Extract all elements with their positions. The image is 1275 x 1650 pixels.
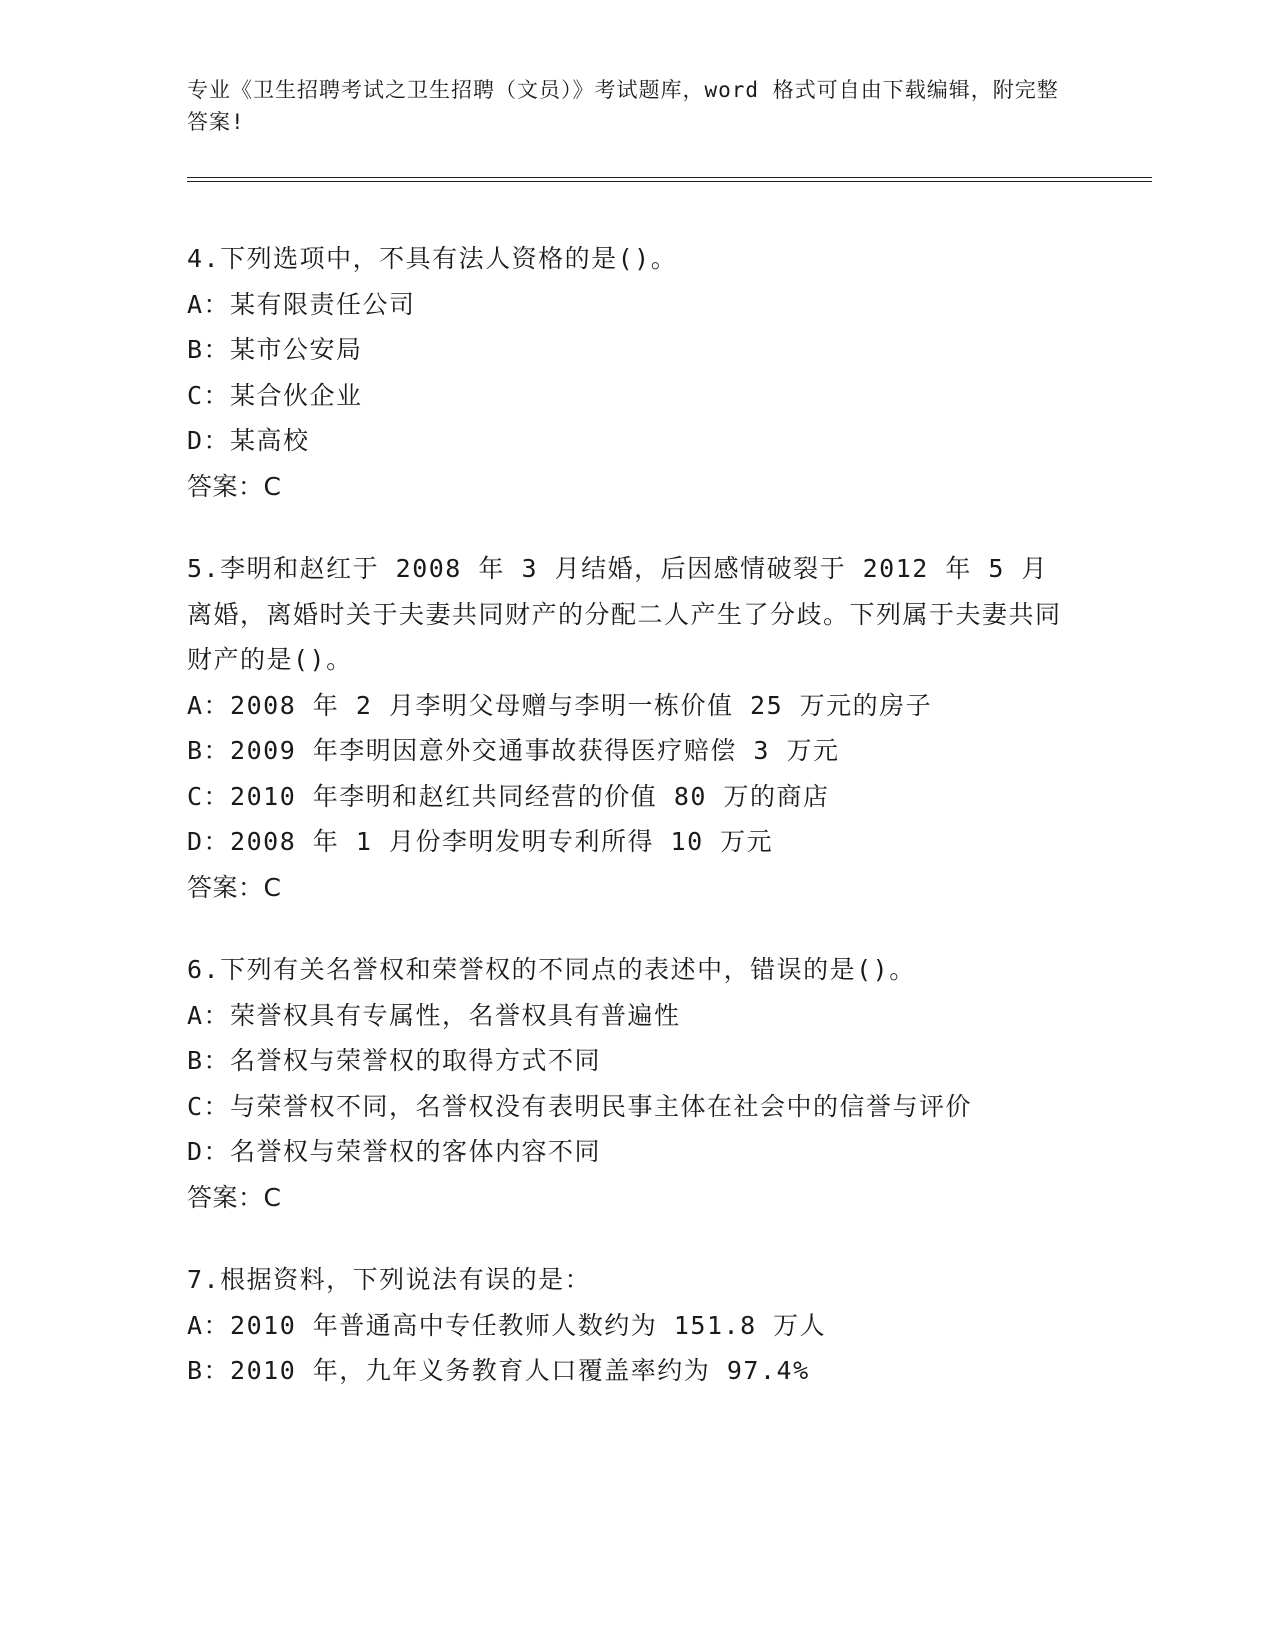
option-a: A：某有限责任公司 xyxy=(187,289,416,319)
option-d: D：2008 年 1 月份李明发明专利所得 10 万元 xyxy=(187,827,774,856)
option-c: C：某合伙企业 xyxy=(187,380,363,410)
option-d: D：某高校 xyxy=(187,426,310,455)
question-stem: 4.下列选项中，不具有法人资格的是()。 xyxy=(187,244,678,273)
header-divider-top xyxy=(187,177,1152,178)
option-b: B：2010 年，九年义务教育人口覆盖率约为 97.4% xyxy=(187,1356,810,1385)
answer: 答案：C xyxy=(187,1182,282,1212)
question-stem: 6.下列有关名誉权和荣誉权的不同点的表述中，错误的是()。 xyxy=(187,955,916,984)
document-header: 专业《卫生招聘考试之卫生招聘（文员）》考试题库，word 格式可自由下载编辑，附完整答案! xyxy=(187,78,1059,134)
question-6 xyxy=(187,947,1087,1220)
option-b: B：某市公安局 xyxy=(187,335,363,364)
option-c: C：2010 年李明和赵红共同经营的价值 80 万的商店 xyxy=(187,781,830,811)
option-b: B：名誉权与荣誉权的取得方式不同 xyxy=(187,1046,602,1075)
option-a: A：荣誉权具有专属性，名誉权具有普遍性 xyxy=(187,1000,681,1030)
question-stem: 5.李明和赵红于 2008 年 3 月结婚，后因感情破裂于 2012 年 5 月离婚，离婚时关于夫妻共同财产的分配二人产生了分歧。下列属于夫妻共同财产的是()。 xyxy=(187,554,1062,674)
question-list xyxy=(187,236,1087,1431)
option-b: B：2009 年李明因意外交通事故获得医疗赔偿 3 万元 xyxy=(187,736,840,765)
answer: 答案：C xyxy=(187,872,282,902)
question-stem: 7.根据资料，下列说法有误的是： xyxy=(187,1265,592,1294)
option-a: A：2008 年 2 月李明父母赠与李明一栋价值 25 万元的房子 xyxy=(187,690,933,720)
answer: 答案：C xyxy=(187,471,282,501)
option-c: C：与荣誉权不同，名誉权没有表明民事主体在社会中的信誉与评价 xyxy=(187,1091,973,1121)
header-divider-bottom xyxy=(187,181,1152,182)
option-a: A：2010 年普通高中专任教师人数约为 151.8 万人 xyxy=(187,1310,827,1340)
option-d: D：名誉权与荣誉权的客体内容不同 xyxy=(187,1137,602,1166)
question-5 xyxy=(187,546,1087,910)
question-4 xyxy=(187,236,1087,509)
question-7 xyxy=(187,1257,1087,1394)
